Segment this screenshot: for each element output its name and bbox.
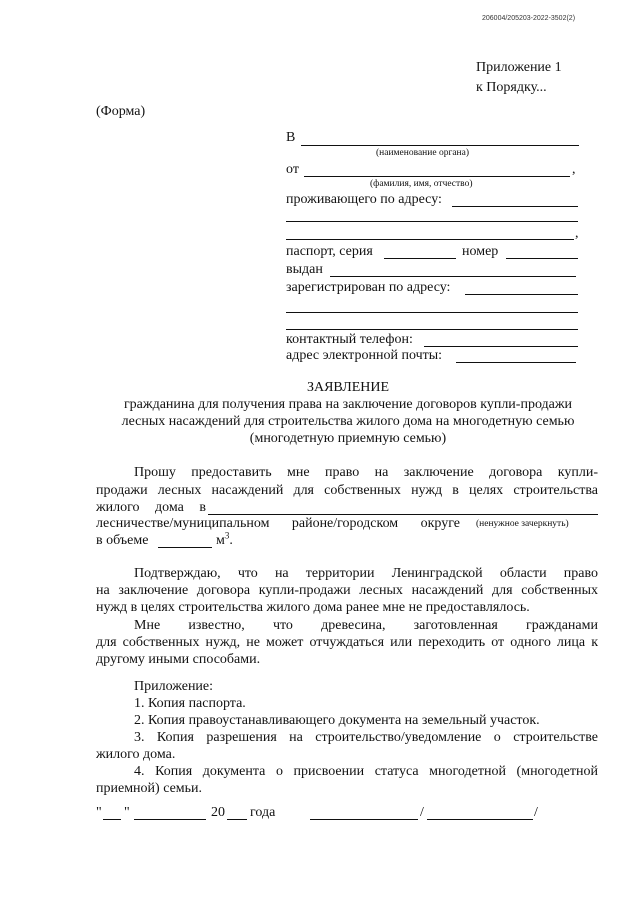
attachments-label: Приложение: bbox=[134, 679, 214, 694]
residing-label: проживающего по адресу: bbox=[286, 192, 442, 207]
date-quote-close: " bbox=[124, 805, 130, 820]
forestry-name-field[interactable] bbox=[208, 514, 598, 515]
email-field[interactable] bbox=[456, 362, 576, 363]
registered-field-2[interactable] bbox=[286, 312, 578, 313]
address-field-2[interactable] bbox=[286, 221, 578, 222]
passport-series-field[interactable] bbox=[384, 258, 456, 259]
statement-heading: ЗАЯВЛЕНИЕ bbox=[306, 380, 390, 395]
p1-line4: лесничестве/муниципальном районе/городском округе bbox=[96, 516, 460, 531]
signature-slash-1: / bbox=[420, 805, 424, 820]
volume-unit: м bbox=[216, 533, 225, 548]
phone-field[interactable] bbox=[424, 346, 578, 347]
p1-line2: продажи лесных насаждений для собственных нужд в целях строительства bbox=[96, 483, 598, 498]
passport-number-field[interactable] bbox=[506, 258, 578, 259]
signature-slash-2: / bbox=[534, 805, 538, 820]
volume-field[interactable] bbox=[158, 547, 212, 548]
phone-label: контактный телефон: bbox=[286, 332, 413, 347]
attachment-2: 2. Копия правоустанавливающего документа на земельный участок. bbox=[134, 713, 540, 728]
fullname-hint: (фамилия, имя, отчество) bbox=[370, 179, 473, 189]
p2-line3: нужд в целях строительства жилого дома ранее мне не предоставлялось. bbox=[96, 600, 530, 615]
email-label: адрес электронной почты: bbox=[286, 348, 443, 363]
attachment-1: 1. Копия паспорта. bbox=[134, 696, 246, 711]
signature-name-field[interactable] bbox=[427, 819, 533, 820]
from-prefix: от bbox=[286, 162, 299, 177]
attachment-3-line1: 3. Копия разрешения на строительство/уведомление о строительстве bbox=[134, 730, 598, 745]
issued-label: выдан bbox=[286, 262, 323, 277]
p1-volume-label: в объеме bbox=[96, 533, 149, 548]
from-suffix: , bbox=[572, 162, 576, 177]
month-field[interactable] bbox=[134, 819, 206, 820]
volume-end: . bbox=[229, 533, 233, 548]
registered-label: зарегистрирован по адресу: bbox=[286, 280, 451, 295]
attachment-3-line2: жилого дома. bbox=[96, 747, 176, 762]
attachment-4-line1: 4. Копия документа о присвоении статуса многодетной (многодетной bbox=[134, 764, 598, 779]
day-field[interactable] bbox=[103, 819, 121, 820]
address-field-3[interactable] bbox=[286, 239, 574, 240]
p1-line1: Прошу предоставить мне право на заключение договора купли- bbox=[134, 465, 598, 480]
address-field-1[interactable] bbox=[452, 206, 578, 207]
passport-number-label: номер bbox=[462, 244, 499, 259]
document-id: 206004/205203-2022-3502(2) bbox=[482, 15, 576, 22]
appendix-line2: к Порядку... bbox=[476, 80, 547, 95]
statement-subtitle-3: (многодетную приемную семью) bbox=[249, 431, 447, 446]
p1-line4-hint: (ненужное зачеркнуть) bbox=[476, 519, 569, 529]
date-quote-open: " bbox=[96, 805, 102, 820]
address-suffix: , bbox=[575, 226, 579, 241]
year-field[interactable] bbox=[227, 819, 247, 820]
p2-line2: на заключение договора купли-продажи лесных насаждений для собственных bbox=[96, 583, 598, 598]
p3-line2: для собственных нужд, не может отчуждаться или переходить от одного лица к bbox=[96, 635, 598, 650]
fullname-field[interactable] bbox=[304, 176, 570, 177]
passport-series-label: паспорт, серия bbox=[286, 244, 373, 259]
registered-field-1[interactable] bbox=[465, 294, 578, 295]
p3-line1: Мне известно, что древесина, заготовленная гражданами bbox=[134, 618, 598, 633]
p1-line3: жилого дома в bbox=[96, 500, 206, 515]
statement-subtitle-2: лесных насаждений для строительства жилого дома на многодетную семью bbox=[121, 414, 575, 429]
appendix-line1: Приложение 1 bbox=[476, 60, 562, 75]
to-prefix: В bbox=[286, 130, 296, 145]
p2-line1: Подтверждаю, что на территории Ленинградской области право bbox=[134, 566, 598, 581]
form-label: (Форма) bbox=[96, 104, 146, 119]
organ-name-field[interactable] bbox=[301, 145, 579, 146]
statement-subtitle-1: гражданина для получения права на заключение договоров купли-продажи bbox=[123, 397, 573, 412]
year-prefix: 20 bbox=[211, 805, 225, 820]
organ-hint: (наименование органа) bbox=[376, 148, 470, 158]
p1-volume-unit bbox=[216, 530, 233, 549]
signature-field[interactable] bbox=[310, 819, 418, 820]
volume-unit-power: 3 bbox=[224, 530, 230, 541]
attachment-4-line2: приемной) семьи. bbox=[96, 781, 203, 796]
registered-field-3[interactable] bbox=[286, 329, 578, 330]
issued-field[interactable] bbox=[330, 276, 576, 277]
year-suffix: года bbox=[250, 805, 276, 820]
p3-line3: другому иными способами. bbox=[96, 652, 261, 667]
